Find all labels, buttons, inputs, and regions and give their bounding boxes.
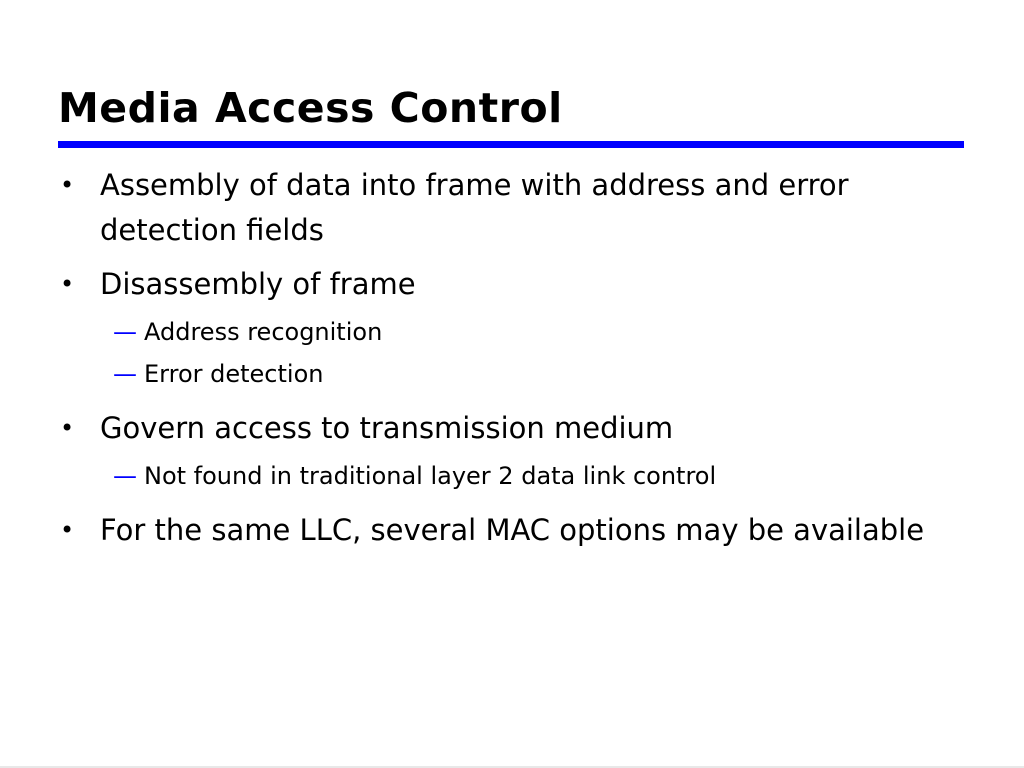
- bullet-dot-icon: •: [60, 171, 75, 199]
- sub-bullet-text: Not found in traditional layer 2 data link control: [144, 462, 717, 490]
- bullet-text: Assembly of data into frame with address and error detection fields: [100, 168, 849, 247]
- sub-bullet-item: [58, 310, 958, 355]
- slide-body: [58, 163, 958, 562]
- title-underline-rule: [58, 141, 964, 148]
- sub-bullet-item: [58, 454, 958, 499]
- bullet-item: [58, 406, 958, 451]
- dash-icon: —: [113, 318, 137, 346]
- slide-title: Media Access Control: [58, 84, 563, 132]
- bullet-text: Govern access to transmission medium: [100, 411, 674, 445]
- bullet-dot-icon: •: [60, 516, 75, 544]
- bullet-dot-icon: •: [60, 414, 75, 442]
- bullet-text: For the same LLC, several MAC options may be available: [100, 513, 925, 547]
- bullet-text: Disassembly of frame: [100, 267, 416, 301]
- sub-bullet-item: [58, 352, 958, 397]
- bullet-item: [58, 262, 958, 307]
- bullet-dot-icon: •: [60, 270, 75, 298]
- dash-icon: —: [113, 360, 137, 388]
- bullet-item: [58, 163, 958, 253]
- sub-bullet-text: Address recognition: [144, 318, 383, 346]
- bullet-item: [58, 508, 958, 553]
- dash-icon: —: [113, 462, 137, 490]
- sub-bullet-text: Error detection: [144, 360, 324, 388]
